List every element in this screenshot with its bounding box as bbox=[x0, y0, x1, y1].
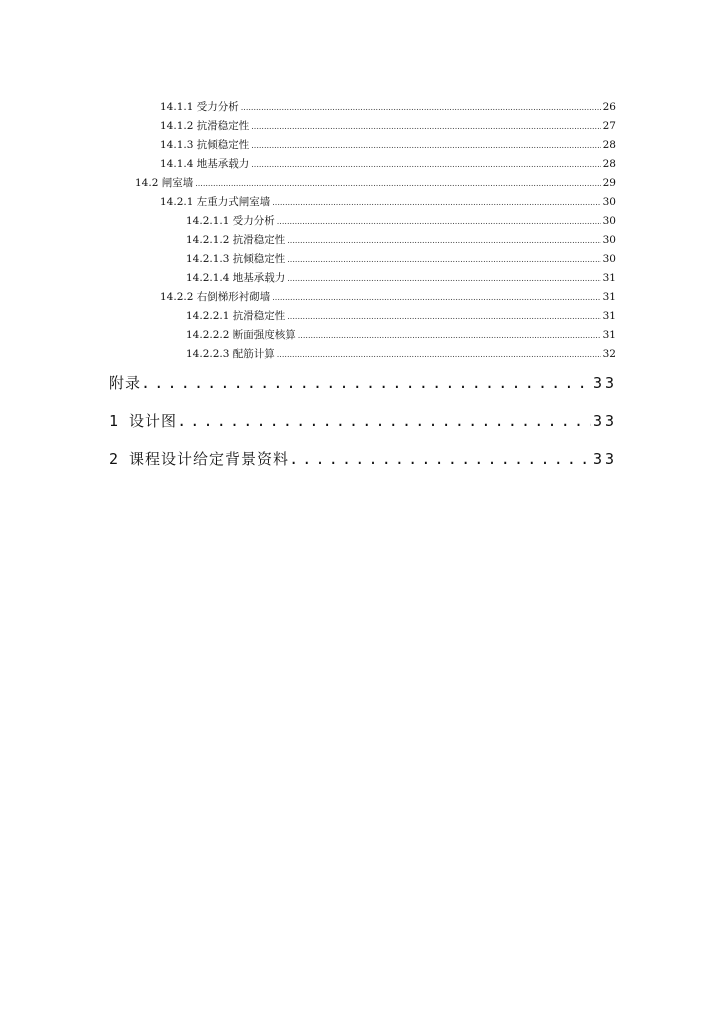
toc-entry-title: 14.2.1.1 受力分析 bbox=[186, 215, 275, 227]
toc-entry[interactable] bbox=[186, 252, 616, 271]
toc-entry-title: 14.2.2.2 断面强度核算 bbox=[186, 329, 296, 341]
toc-entry[interactable] bbox=[186, 309, 616, 328]
toc-entry-page: 31 bbox=[602, 272, 616, 284]
toc-entry-page: 31 bbox=[602, 310, 616, 322]
toc-entry-page: 33 bbox=[592, 412, 617, 430]
toc-entry-page: 30 bbox=[602, 196, 616, 208]
toc-entry[interactable] bbox=[186, 214, 616, 233]
toc-entry-page: 30 bbox=[602, 234, 616, 246]
toc-dot-leader bbox=[289, 449, 591, 469]
toc-entry-page: 30 bbox=[602, 253, 616, 265]
toc-entry-title: 14.1.4 地基承载力 bbox=[160, 158, 250, 170]
toc-appendix-entry[interactable] bbox=[109, 449, 617, 471]
toc-entry[interactable] bbox=[160, 100, 616, 119]
toc-entry-title: 1 设计图 bbox=[109, 412, 178, 430]
toc-entry-title: 2 课程设计给定背景资料 bbox=[109, 450, 290, 468]
toc-dot-leader bbox=[251, 120, 600, 134]
toc-dot-leader bbox=[287, 234, 600, 248]
toc-dot-leader bbox=[272, 291, 600, 305]
toc-entry[interactable] bbox=[160, 138, 616, 157]
toc-entry[interactable] bbox=[186, 328, 616, 347]
toc-entry-title: 14.2.1 左重力式闸室墙 bbox=[160, 196, 271, 208]
toc-entry-page: 27 bbox=[602, 120, 616, 132]
toc-dot-leader bbox=[195, 177, 600, 191]
toc-entry[interactable] bbox=[160, 290, 616, 309]
toc-dot-leader bbox=[287, 310, 600, 324]
toc-entry-title: 14.2.2 右倒梯形衬砌墙 bbox=[160, 291, 271, 303]
toc-dot-leader bbox=[298, 329, 601, 343]
toc-dot-leader bbox=[241, 101, 601, 115]
toc-dot-leader bbox=[277, 215, 601, 229]
toc-entry-page: 26 bbox=[602, 101, 616, 113]
toc-entry[interactable] bbox=[160, 119, 616, 138]
toc-entry-page: 31 bbox=[602, 329, 616, 341]
toc-entry-page: 33 bbox=[592, 374, 617, 392]
toc-entry[interactable] bbox=[160, 195, 616, 214]
toc-entry[interactable] bbox=[160, 157, 616, 176]
toc-entry-title: 14.1.1 受力分析 bbox=[160, 101, 239, 113]
toc-entry-title: 14.2.1.3 抗倾稳定性 bbox=[186, 253, 286, 265]
toc-entry-page: 31 bbox=[602, 291, 616, 303]
toc-dot-leader bbox=[141, 373, 591, 393]
toc-entry-title: 14.2.1.2 抗滑稳定性 bbox=[186, 234, 286, 246]
toc-entry-title: 14.1.2 抗滑稳定性 bbox=[160, 120, 250, 132]
toc-entry-page: 29 bbox=[602, 177, 616, 189]
toc-entry[interactable] bbox=[186, 233, 616, 252]
toc-dot-leader bbox=[251, 158, 600, 172]
toc-dot-leader bbox=[277, 348, 601, 362]
toc-entry-title: 14.2.2.1 抗滑稳定性 bbox=[186, 310, 286, 322]
toc-entry-title: 14.2.1.4 地基承载力 bbox=[186, 272, 286, 284]
toc-entry-page: 28 bbox=[602, 158, 616, 170]
toc-dot-leader bbox=[287, 272, 600, 286]
toc-dot-leader bbox=[287, 253, 600, 267]
toc-entry[interactable] bbox=[135, 176, 616, 195]
toc-dot-leader bbox=[251, 139, 600, 153]
toc-entry-title: 14.2.2.3 配筋计算 bbox=[186, 348, 275, 360]
toc-entry-title: 14.2 闸室墙 bbox=[135, 177, 194, 189]
toc-entry-page: 32 bbox=[602, 348, 616, 360]
toc-entry[interactable] bbox=[186, 271, 616, 290]
toc-entry-page: 28 bbox=[602, 139, 616, 151]
toc-entry-title: 附录 bbox=[109, 374, 142, 392]
toc-entry-page: 33 bbox=[592, 450, 617, 468]
toc-entry-title: 14.1.3 抗倾稳定性 bbox=[160, 139, 250, 151]
toc-entry[interactable] bbox=[186, 347, 616, 366]
toc-entry-page: 30 bbox=[602, 215, 616, 227]
toc-appendix-entry[interactable] bbox=[109, 411, 617, 433]
toc-dot-leader bbox=[272, 196, 600, 210]
toc-appendix-entry[interactable] bbox=[109, 373, 617, 395]
toc-dot-leader bbox=[177, 411, 591, 431]
